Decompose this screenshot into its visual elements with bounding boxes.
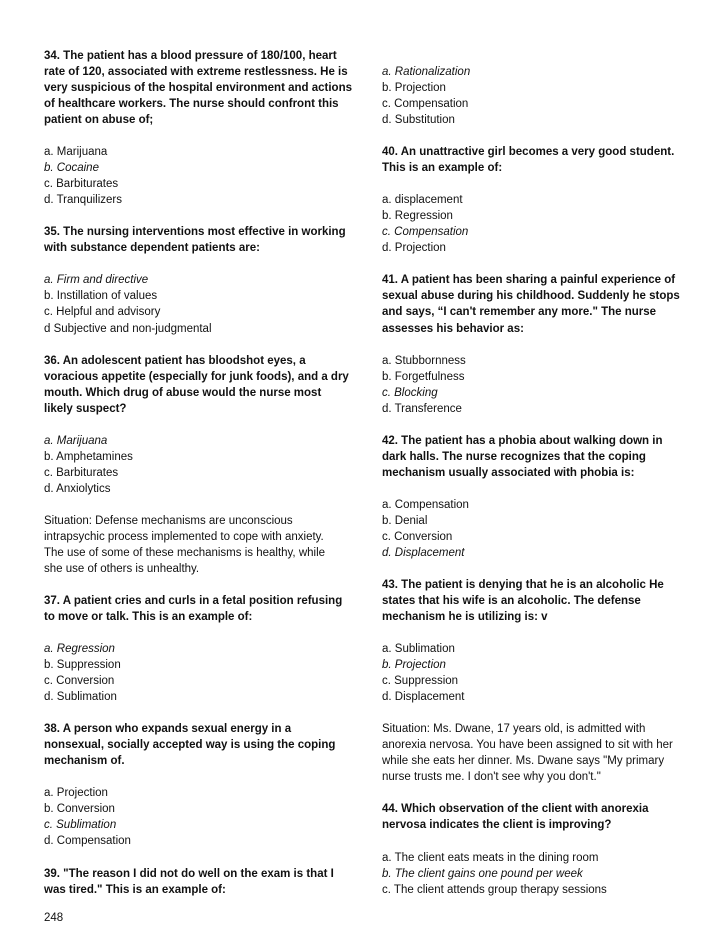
text-line: sexual abuse during his childhood. Suddenly he stops [382,290,680,303]
text-line: a. Projection [44,787,108,800]
text-line: 41. A patient has been sharing a painful experience of [382,274,676,287]
text-line: rate of 120, associated with extreme restlessness. He is [44,66,348,79]
text-line: d. Substitution [382,114,455,127]
text-line: anorexia nervosa. You have been assigned to sit with her [382,739,673,752]
text-line: d. Displacement [382,691,465,704]
text-line: of healthcare workers. The nurse should confront this [44,98,339,111]
text-line: 42. The patient has a phobia about walking down in [382,434,663,447]
text-line: b. Projection [382,659,446,672]
text-line: with substance dependent patients are: [44,242,260,255]
text-line: 40. An unattractive girl becomes a very good student. [382,146,675,159]
text-line: mechanism usually associated with phobia is: [382,466,635,479]
text-line: d. Transference [382,402,462,415]
text-line: a. Marijuana [44,146,108,159]
text-line: b. Denial [382,514,428,527]
text-line: patient on abuse of; [44,114,154,127]
text-line: c. Suppression [382,675,459,688]
text-line: nonsexual, socially accepted way is using the coping [44,739,336,752]
text-line: c. Conversion [44,675,115,688]
text-line: 36. An adolescent patient has bloodshot eyes, a [44,354,306,367]
text-line: This is an example of: [382,162,503,175]
text-line: d. Anxiolytics [44,482,111,495]
text-line: c. Barbiturates [44,178,119,191]
text-line: c. Conversion [382,530,453,543]
text-line: a. Sublimation [382,643,455,656]
text-line: d Subjective and non-judgmental [44,322,212,335]
text-line: d. Tranquilizers [44,194,122,207]
text-line: c. Sublimation [44,819,117,832]
text-line: to move or talk. This is an example of: [44,611,253,624]
text-line: b. Suppression [44,659,121,672]
text-line: 39. "The reason I did not do well on the exam is that I [44,867,334,880]
text-line: assesses his behavior as: [382,322,524,335]
text-line: b. Instillation of values [44,290,158,303]
text-line: b. The client gains one pound per week [382,867,583,880]
text-line: d. Displacement [382,546,465,559]
text-line: voracious appetite (especially for junk foods), and a dry [44,370,349,383]
text-line: d. Sublimation [44,691,117,704]
text-line: was tired." This is an example of: [44,883,226,896]
text-line: a. Compensation [382,498,469,511]
text-line: 34. The patient has a blood pressure of 180/100, heart [44,50,337,62]
text-line: c. The client attends group therapy sessions [382,883,607,896]
text-line: b. Conversion [44,803,115,816]
text-line: states that his wife is an alcoholic. The defense [382,595,641,608]
text-line: mouth. Which drug of abuse would the nurse most [44,386,322,399]
text-line: she use of others is unhealthy. [44,562,200,575]
text-line: b. Regression [382,210,453,223]
text-line: b. Cocaine [44,162,99,175]
page-number: 248 [44,912,64,924]
text-line: intrapsychic process implemented to cope with anxiety. [44,530,324,543]
text-line: c. Compensation [382,226,469,239]
text-line: c. Compensation [382,98,469,111]
text-line: a. Firm and directive [44,274,149,287]
text-line: b. Forgetfulness [382,370,465,383]
text-line: d. Compensation [44,835,131,848]
text-line: a. Rationalization [382,66,471,79]
text-line: likely suspect? [44,402,127,415]
text-line: c. Barbiturates [44,466,119,479]
text-line: Situation: Ms. Dwane, 17 years old, is admitted with [382,723,646,736]
text-line: a. displacement [382,194,463,207]
text-line: while she eats her dinner. Ms. Dwane says "My primary [382,755,665,768]
text-line: b. Projection [382,82,446,95]
text-line: a. Regression [44,643,115,656]
text-line: 43. The patient is denying that he is an alcoholic He [382,578,664,591]
text-line: The use of some of these mechanisms is healthy, while [44,546,326,559]
text-line: Situation: Defense mechanisms are unconscious [44,514,293,527]
text-line: mechanism of. [44,755,125,768]
text-line: 37. A patient cries and curls in a fetal position refusing [44,595,343,608]
text-line: c. Helpful and advisory [44,306,161,319]
text-line: and says, “I can't remember any more." The nurse [382,306,657,319]
text-line: d. Projection [382,242,446,255]
text-line: 44. Which observation of the client with anorexia [382,803,649,816]
text-line: nurse trusts me. I don't see why you don't." [382,771,601,784]
text-line: nervosa indicates the client is improving? [382,819,612,832]
text-line: 38. A person who expands sexual energy in a [44,723,292,736]
text-line: mechanism he is utilizing is: v [382,611,548,624]
text-line: b. Amphetamines [44,450,133,463]
text-line: c. Blocking [382,386,438,399]
text-line: a. The client eats meats in the dining room [382,851,599,864]
text-line: dark halls. The nurse recognizes that the coping [382,450,646,463]
text-line: a. Marijuana [44,434,108,447]
text-line: a. Stubbornness [382,354,466,367]
text-line: 35. The nursing interventions most effective in working [44,226,346,239]
text-line: very suspicious of the hospital environment and actions [44,82,353,95]
